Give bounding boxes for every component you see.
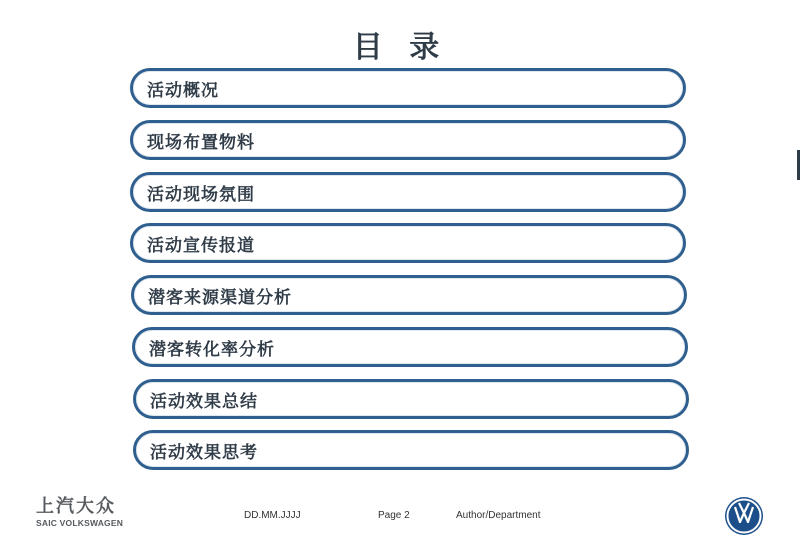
page-title: 目 录: [352, 30, 448, 65]
toc-item-label: 活动效果思考: [150, 442, 258, 463]
footer-author: Author/Department: [456, 510, 541, 521]
toc-item-label: 活动宣传报道: [147, 235, 255, 256]
toc-item-5[interactable]: [131, 275, 687, 315]
toc-item-label: 活动概况: [147, 80, 219, 101]
brand-logo: [36, 496, 126, 528]
brand-name-en: SAIC VOLKSWAGEN: [36, 518, 124, 528]
toc-item-6[interactable]: [132, 327, 688, 367]
toc-item-label: 现场布置物料: [147, 132, 255, 153]
footer-date: DD.MM.JJJJ: [244, 510, 301, 521]
toc-item-2[interactable]: [130, 120, 686, 160]
brand-name-cn: 上汽大众: [36, 496, 116, 517]
vw-logo-icon: [724, 496, 764, 536]
toc-item-label: 活动现场氛围: [147, 184, 255, 205]
footer-page-number: Page 2: [378, 510, 410, 521]
toc-item-4[interactable]: [130, 223, 686, 263]
toc-item-label: 活动效果总结: [150, 391, 258, 412]
toc-item-8[interactable]: [133, 430, 689, 470]
toc-item-7[interactable]: [133, 379, 689, 419]
toc-item-1[interactable]: [130, 68, 686, 108]
toc-item-label: 潜客转化率分析: [149, 339, 275, 360]
toc-item-3[interactable]: [130, 172, 686, 212]
toc-item-label: 潜客来源渠道分析: [148, 287, 292, 308]
